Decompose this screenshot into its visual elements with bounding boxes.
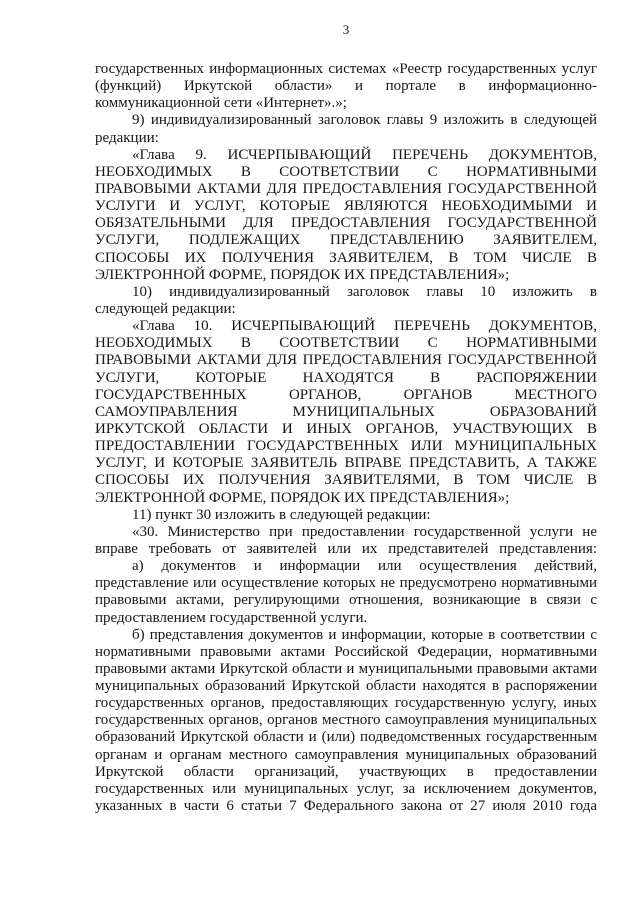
text-line: 9) индивидуализированный заголовок главы 9 изложить в следующей xyxy=(132,112,598,129)
text-line: ПРАВОВЫМИ АКТАМИ ДЛЯ ПРЕДОСТАВЛЕНИЯ ГОСУДАРСТВЕННОЙ xyxy=(95,352,598,369)
text-line: СПОСОБЫ ИХ ПОЛУЧЕНИЯ ЗАЯВИТЕЛЕМ, В ТОМ ЧИСЛЕ В xyxy=(95,249,598,266)
text-line: 10) индивидуализированный заголовок главы 10 изложить в xyxy=(132,283,597,300)
text-line: «Глава 9. ИСЧЕРПЫВАЮЩИЙ ПЕРЕЧЕНЬ ДОКУМЕНТОВ, xyxy=(132,146,598,163)
text-line: нормативными правовыми актами Российской Федерации, нормативными xyxy=(95,643,597,660)
text-line: ОБЯЗАТЕЛЬНЫМИ ДЛЯ ПРЕДОСТАВЛЕНИЯ ГОСУДАРСТВЕННОЙ xyxy=(95,215,597,232)
text-line: органам и органам местного самоуправления муниципальных образований xyxy=(95,746,597,763)
text-line: ЭЛЕКТРОННОЙ ФОРМЕ, ПОРЯДОК ИХ ПРЕДСТАВЛЕНИЯ»; xyxy=(95,266,510,283)
text-line: Иркутской области организаций, участвующих в предоставлении xyxy=(95,763,597,780)
text-line: предоставлением государственной услуги. xyxy=(95,609,368,626)
text-line: ИРКУТСКОЙ ОБЛАСТИ И ИНЫХ ОРГАНОВ, УЧАСТВУЮЩИХ В xyxy=(95,420,597,437)
text-line: УСЛУГИ, КОТОРЫЕ НАХОДЯТСЯ В РАСПОРЯЖЕНИИ xyxy=(95,369,597,386)
text-line: УСЛУГИ И УСЛУГ, КОТОРЫЕ ЯВЛЯЮТСЯ НЕОБХОДИМЫМИ И xyxy=(95,198,597,215)
text-line: б) представления документов и информации, которые в соответствии с xyxy=(132,626,597,643)
page-number: 3 xyxy=(342,22,350,37)
item-9-paragraph xyxy=(95,112,597,146)
text-line: указанных в части 6 статьи 7 Федерального закона от 27 июля 2010 года xyxy=(95,798,598,815)
text-line: государственных органов, предоставляющих государственную услугу, иных xyxy=(95,695,597,712)
chapter-10-heading-text xyxy=(95,318,597,507)
text-line: «Глава 10. ИСЧЕРПЫВАЮЩИЙ ПЕРЕЧЕНЬ ДОКУМЕНТОВ, xyxy=(132,318,597,335)
point-30-paragraph xyxy=(95,524,597,558)
text-line: НЕОБХОДИМЫХ В СООТВЕТСТВИИ С НОРМАТИВНЫМИ xyxy=(95,163,598,180)
text-line: НЕОБХОДИМЫХ В СООТВЕТСТВИИ С НОРМАТИВНЫМИ xyxy=(95,335,598,352)
subpoint-b-paragraph xyxy=(95,627,597,816)
text-line: ГОСУДАРСТВЕННЫХ ОРГАНОВ, ОРГАНОВ МЕСТНОГО xyxy=(95,386,598,403)
item-11-paragraph xyxy=(95,507,597,524)
text-line: государственных органов, органов местного самоуправления муниципальных xyxy=(95,712,597,729)
text-line: вправе требовать от заявителей или их представителей представления: xyxy=(95,540,597,557)
text-line: образований Иркутской области и (или) подведомственных государственным xyxy=(95,729,597,746)
text-line: коммуникационной сети «Интернет».»; xyxy=(95,95,347,112)
text-line: а) документов и информации или осуществления действий, xyxy=(132,558,597,575)
continuation-paragraph xyxy=(95,61,597,112)
text-line: СПОСОБЫ ИХ ПОЛУЧЕНИЯ ЗАЯВИТЕЛЯМИ, В ТОМ ЧИСЛЕ В xyxy=(95,472,598,489)
item-10-paragraph xyxy=(95,284,597,318)
text-line: следующей редакции: xyxy=(95,300,236,317)
subpoint-a-paragraph xyxy=(95,558,597,627)
text-line: ЭЛЕКТРОННОЙ ФОРМЕ, ПОРЯДОК ИХ ПРЕДСТАВЛЕНИЯ»; xyxy=(95,489,510,506)
text-line: представление или осуществление которых не предусмотрено нормативными xyxy=(95,575,597,592)
text-line: «30. Министерство при предоставлении государственной услуги не xyxy=(132,523,597,540)
text-line: редакции: xyxy=(95,129,159,146)
text-line: муниципальных образований Иркутской области находятся в распоряжении xyxy=(95,678,597,695)
text-line: САМОУПРАВЛЕНИЯ МУНИЦИПАЛЬНЫХ ОБРАЗОВАНИЙ xyxy=(95,403,597,420)
text-line: (функций) Иркутской области» и портале в информационно- xyxy=(95,78,598,95)
text-line: правовыми актами, регулирующими отношения, возникающие в связи с xyxy=(95,592,598,609)
text-line: ПРЕДОСТАВЛЕНИИ ГОСУДАРСТВЕННЫХ ИЛИ МУНИЦИПАЛЬНЫХ xyxy=(95,438,597,455)
text-line: государственных или муниципальных услуг, за исключением документов, xyxy=(95,780,597,797)
text-line: УСЛУГ, И КОТОРЫЕ ЗАЯВИТЕЛЬ ВПРАВЕ ПРЕДСТАВИТЬ, А ТАКЖЕ xyxy=(95,455,597,472)
text-line: 11) пункт 30 изложить в следующей редакции: xyxy=(132,506,431,523)
text-line: ПРАВОВЫМИ АКТАМИ ДЛЯ ПРЕДОСТАВЛЕНИЯ ГОСУДАРСТВЕННОЙ xyxy=(95,180,598,197)
chapter-9-heading-text xyxy=(95,147,597,284)
text-line: правовыми актами Иркутской области и муниципальными правовыми актами xyxy=(95,660,598,677)
text-line: государственных информационных системах «Реестр государственных услуг xyxy=(95,61,597,77)
text-line: УСЛУГИ, ПОДЛЕЖАЩИХ ПРЕДСТАВЛЕНИЮ ЗАЯВИТЕЛЕМ, xyxy=(95,232,597,249)
document-body xyxy=(95,61,597,815)
